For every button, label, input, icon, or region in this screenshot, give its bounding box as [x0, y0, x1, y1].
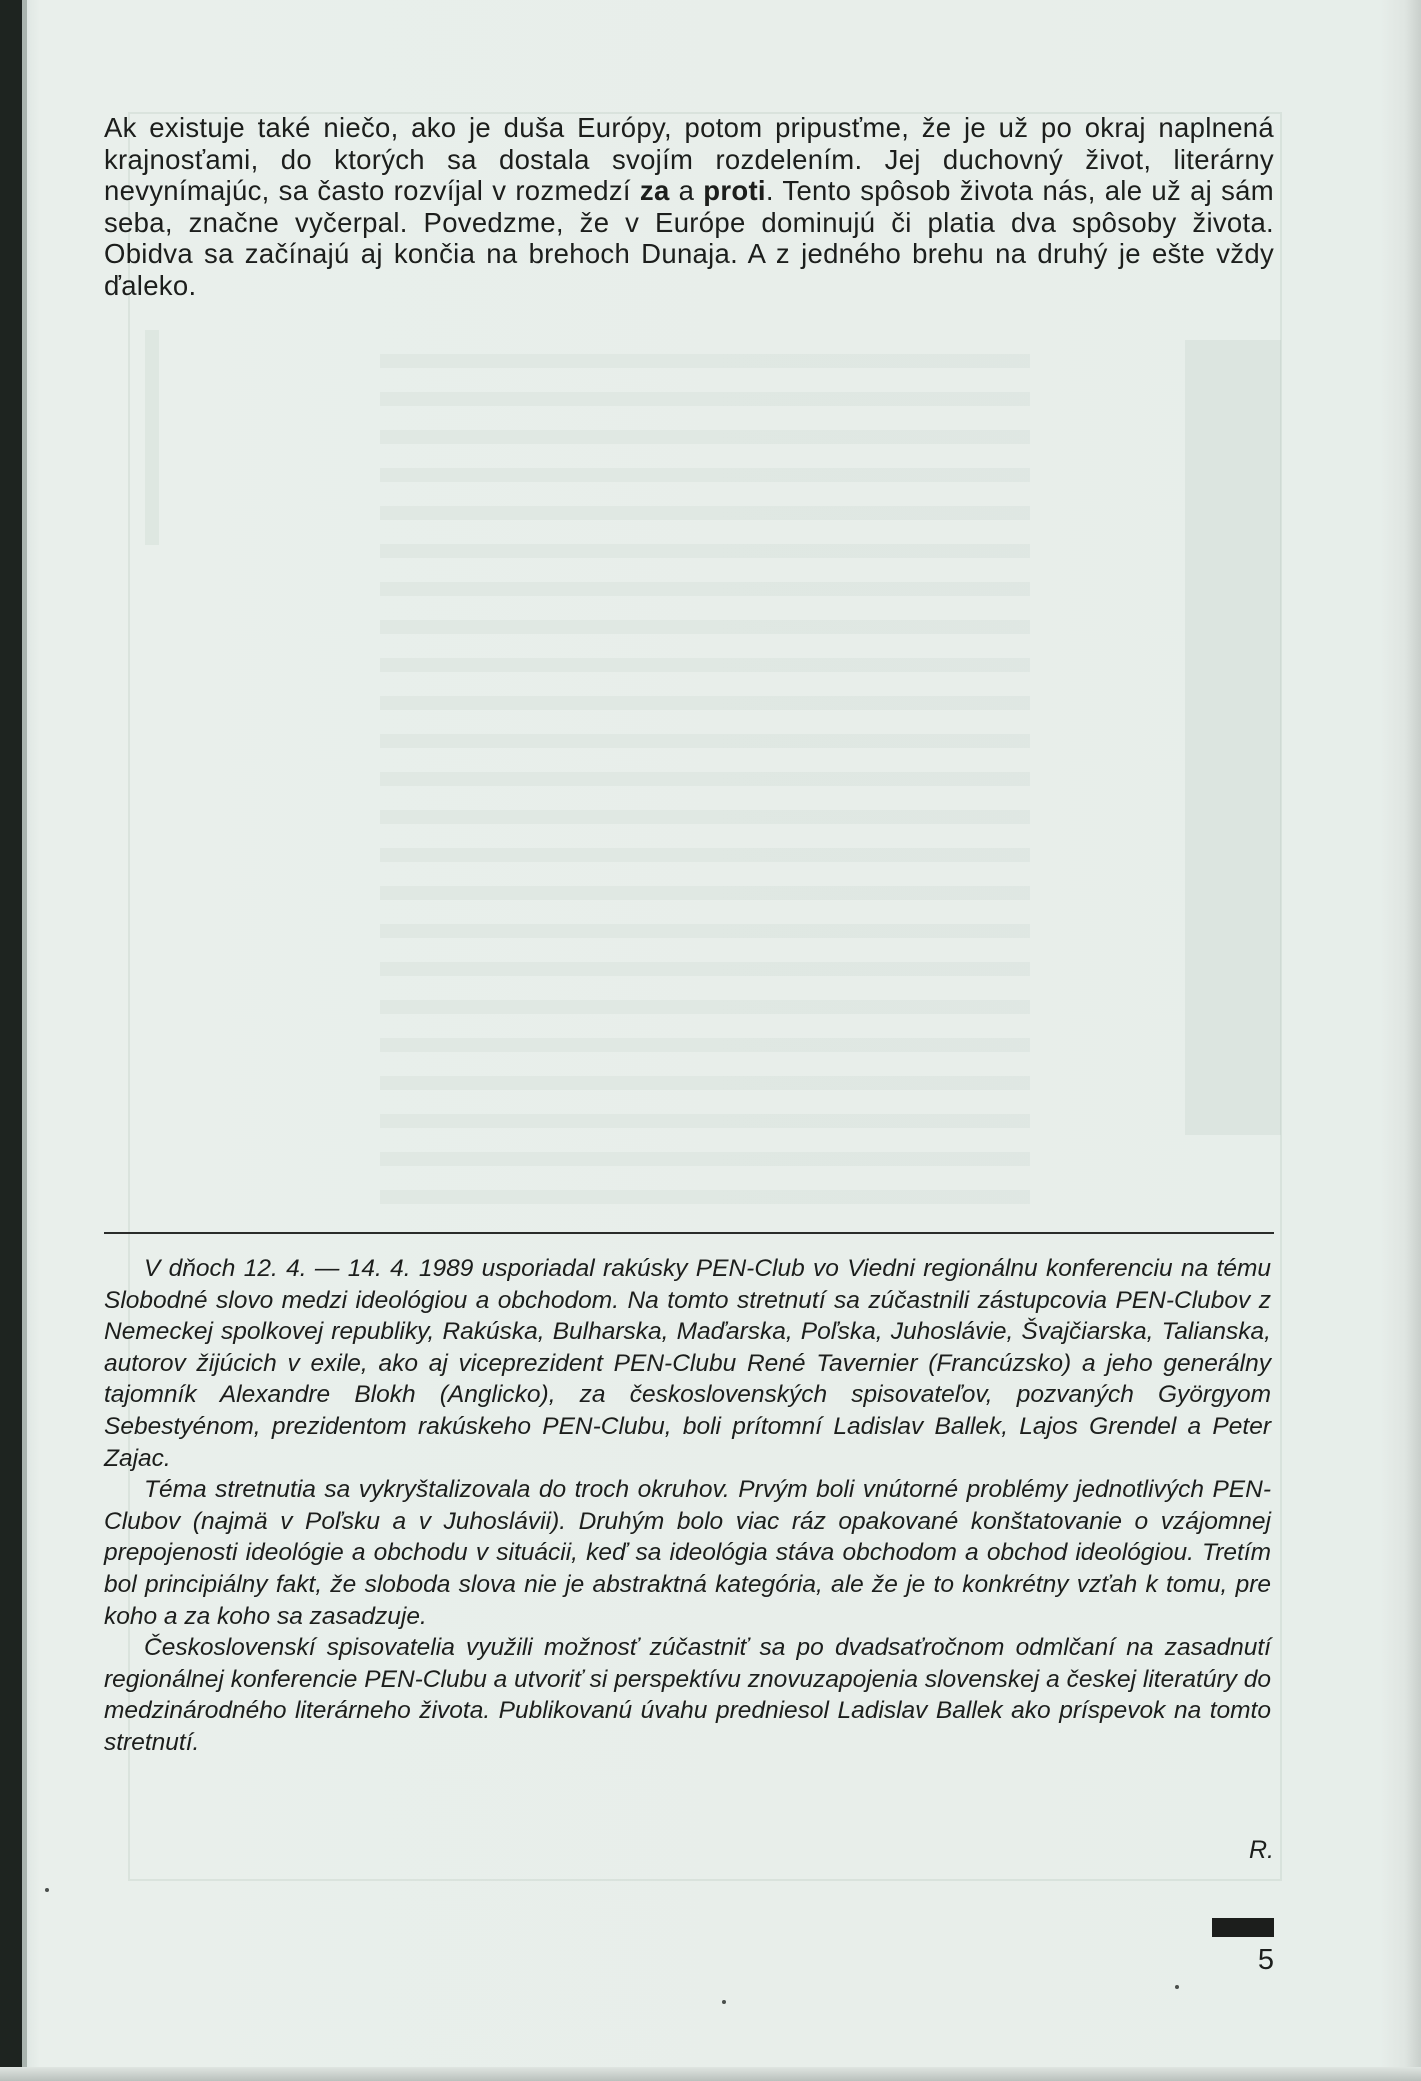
page-binding-edge	[22, 0, 27, 2081]
footnote-paragraph-3: Československí spisovatelia využili možnosť zúčastniť sa po dvadsaťročnom odmlčaní na zasadnutí regionálnej konferencie PEN-Clubu a utvoriť si perspektívu znovuzapojenia slovenskej a českej literatúry do medzinárodného literárneho života. Publikovanú úvahu predniesol Ladislav Ballek ako príspevok na tomto stretnutí.	[104, 1634, 1271, 1756]
dust-speck	[722, 2000, 726, 2004]
dust-speck	[1175, 1985, 1179, 1989]
essay-text-2: a	[669, 175, 704, 206]
show-through-mark	[145, 330, 159, 545]
dust-speck	[45, 1888, 49, 1892]
page-number-marker	[1212, 1918, 1274, 1937]
essay-text-3: . Tento spôsob života nás, ale už aj sám seba, značne vyčerpal. Povedzme, že v Európe dominujú či platia dva spôsoby života. Obidva sa začínajú aj končia na brehoch Dunaja. A z jedného brehu na druhý je ešte vždy ďaleko.	[104, 175, 1274, 301]
essay-paragraph	[104, 112, 1274, 301]
footnote-signature: R.	[1249, 1836, 1274, 1864]
essay-text-1: Ak existuje také niečo, ako je duša Európy, potom pripusťme, že je už po okraj naplnená krajnosťami, do ktorých sa dostala svojím rozdelením. Jej duchovný život, literárny nevynímajúc, sa často rozvíjal v rozmedzí	[104, 112, 1274, 206]
show-through-text	[380, 330, 1030, 1210]
footnote-paragraph-1: V dňoch 12. 4. — 14. 4. 1989 usporiadal rakúsky PEN-Club vo Viedni regionálnu konferenciu na tému Slobodné slovo medzi ideológiou a obchodom. Na tomto stretnutí sa zúčastnili zástupcovia PEN-Clubov z Nemeckej spolkovej republiky, Rakúska, Bulharska, Maďarska, Poľska, Juhoslávie, Švajčiarska, Talianska, autorov žijúcich v exile, ako aj viceprezident PEN-Clubu René Tavernier (Francúzsko) a jeho generálny tajomník Alexandre Blokh (Anglicko), za československých spisovateľov, pozvaných Györgyom Sebestyénom, prezidentom rakúskeho PEN-Clubu, boli prítomní Ladislav Ballek, Lajos Grendel a Peter Zajac.	[104, 1255, 1271, 1472]
footnote	[104, 1253, 1271, 1759]
page-number: 5	[1257, 1944, 1274, 1976]
footnote-rule	[104, 1232, 1274, 1234]
footnote-paragraph-2: Téma stretnutia sa vykryštalizovala do troch okruhov. Prvým boli vnútorné problémy jednotlivých PEN-Clubov (najmä v Poľsku a v Juhoslávii). Druhým bolo viac ráz opakované konštatovanie o vzájomnej prepojenosti ideológie a obchodu v situácii, keď sa ideológia stáva obchodom a obchod ideológiou. Tretím bol principiálny fakt, že sloboda slova nie je abstraktná kategória, ale že je to konkrétny vzťah k tomu, pre koho a za koho sa zasadzuje.	[104, 1476, 1271, 1630]
essay-bold-proti: proti	[703, 175, 766, 206]
essay-bold-za: za	[639, 175, 670, 206]
show-through-bar	[1185, 340, 1281, 1135]
page-bottom-edge	[0, 2067, 1421, 2081]
